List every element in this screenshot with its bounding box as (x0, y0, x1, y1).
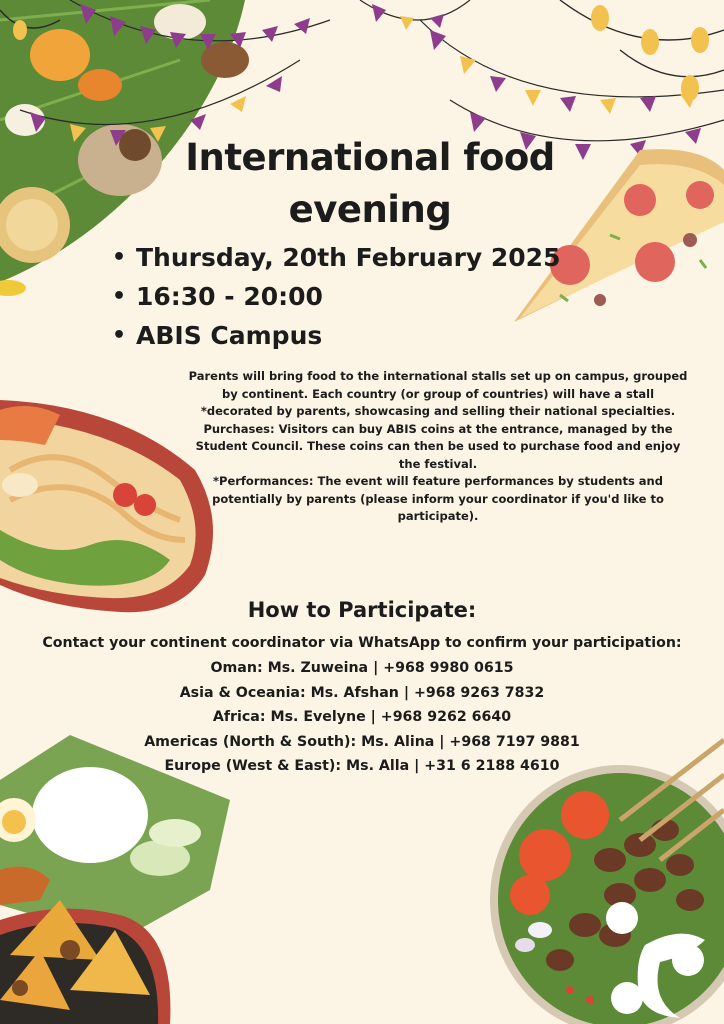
event-description (188, 368, 688, 526)
contact-africa: Africa: Ms. Evelyne | +968 9262 6640 (212, 709, 512, 725)
satay-plate-illustration (490, 740, 724, 1024)
event-time: • 16:30 - 20:00 (112, 277, 560, 316)
participate-heading: How to Participate: (247, 598, 477, 622)
description-stalls: Parents will bring food to the international stalls set up on campus, grouped by continent. Each country (or group of countries) will have a stall *decorated by parents, showcasing and selling their national specialties. (188, 369, 688, 418)
contact-europe: Europe (West & East): Ms. Alla | +31 6 2188 4610 (164, 758, 560, 774)
participation-section (0, 595, 724, 779)
event-title: International food evening (185, 136, 555, 231)
participate-intro: Contact your continent coordinator via WhatsApp to confirm your participation: (42, 635, 682, 651)
contact-oman: Oman: Ms. Zuweina | +968 9980 0615 (210, 660, 514, 676)
event-date: • Thursday, 20th February 2025 (112, 238, 560, 277)
event-details-list (112, 238, 560, 355)
contact-americas: Americas (North & South): Ms. Alina | +968 7197 9881 (144, 733, 580, 750)
noodle-bowl-illustration (0, 400, 213, 612)
event-location: • ABIS Campus (112, 316, 560, 355)
description-performances: *Performances: The event will feature performances by students and potentially by parents (please inform your coordinator if you'd like to participate). (212, 474, 664, 523)
description-purchases: Purchases: Visitors can buy ABIS coins at the entrance, managed by the Student Council. These coins can then be used to purchase food and enjoy the festival. (195, 421, 681, 471)
contact-asia-oceania: Asia & Oceania: Ms. Afshan | +968 9263 7832 (179, 684, 545, 701)
